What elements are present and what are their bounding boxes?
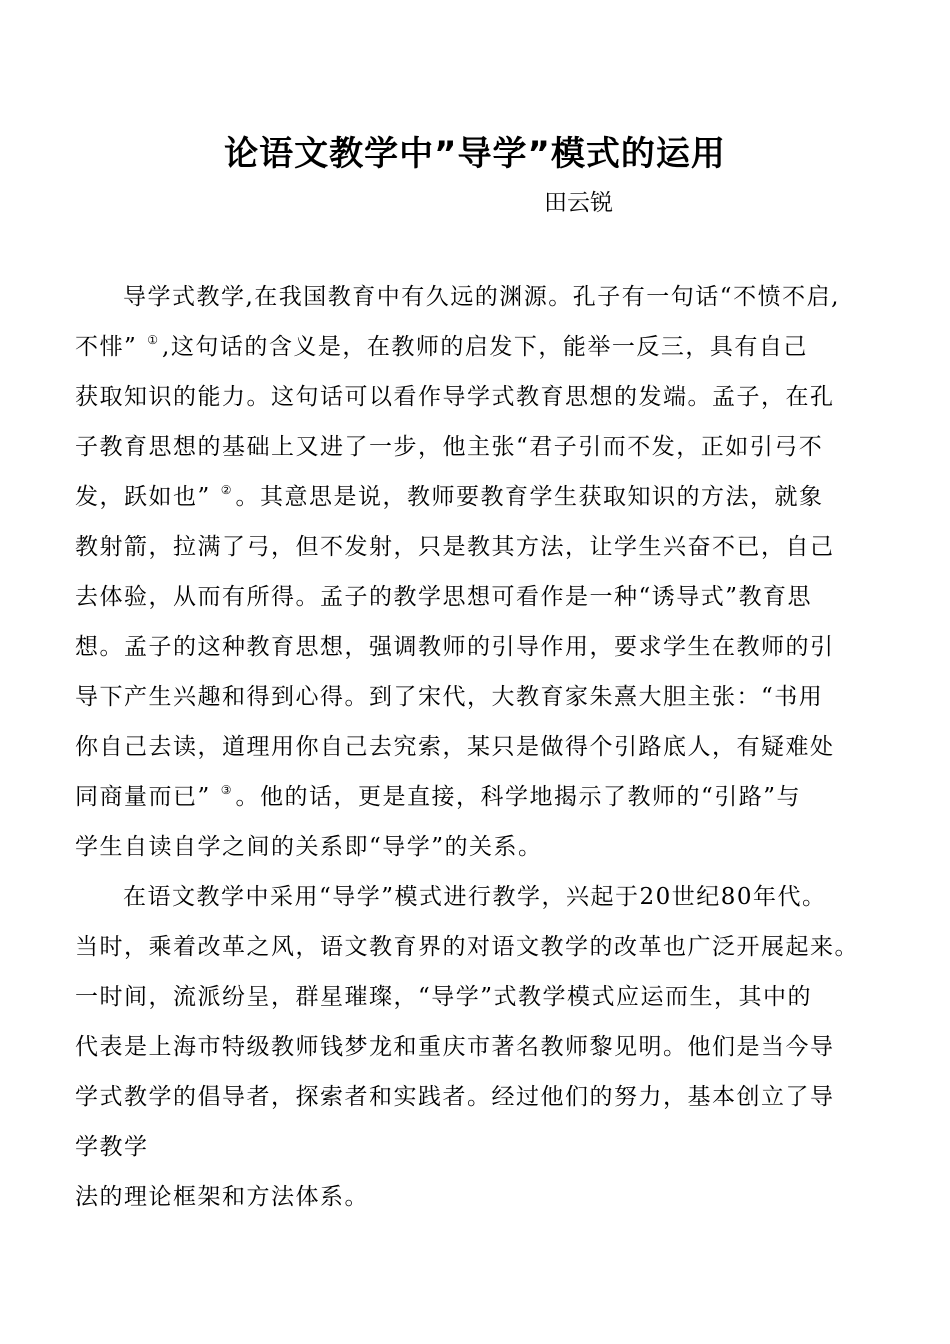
text-line: 教射箭，拉满了弓，但不发射，只是教其方法，让学生兴奋不已，自己 bbox=[75, 534, 835, 560]
footnote-marker-2[interactable]: ② bbox=[220, 483, 232, 497]
text-line bbox=[75, 472, 895, 522]
text-segment: ,这句话的含义是，在教师的启发下，能举一反三，具有自己 bbox=[162, 334, 808, 360]
text-segment: 不悱” bbox=[75, 334, 138, 360]
text-segment: 同商量而已” bbox=[75, 784, 211, 810]
text-line: 导学式教学,在我国教育中有久远的渊源。孔子有一句话“不愤不启, bbox=[123, 284, 840, 310]
paragraph-2 bbox=[75, 872, 895, 1222]
text-segment: 发，跃如也” bbox=[75, 484, 211, 510]
text-line: 获取知识的能力。这句话可以看作导学式教育思想的发端。孟子，在孔 bbox=[75, 384, 835, 410]
text-segment: 。他的话，更是直接，科学地揭示了教师的“引路”与 bbox=[235, 784, 802, 810]
author-name: 田云锐 bbox=[544, 190, 613, 216]
text-line: 学生自读自学之间的关系即“导学”的关系。 bbox=[75, 834, 543, 860]
text-line: 在语文教学中采用“导学”模式进行教学，兴起于20世纪80年代。 bbox=[123, 884, 827, 910]
text-line bbox=[75, 772, 895, 822]
text-line: 法的理论框架和方法体系。 bbox=[75, 1184, 369, 1210]
text-line: 代表是上海市特级教师钱梦龙和重庆市著名教师黎见明。他们是当今导 bbox=[75, 1034, 835, 1060]
text-line: 想。孟子的这种教育思想，强调教师的引导作用，要求学生在教师的引 bbox=[75, 634, 835, 660]
footnote-marker-1[interactable]: ① bbox=[147, 333, 159, 347]
paragraph-1 bbox=[75, 272, 895, 872]
text-line: 一时间，流派纷呈，群星璀璨，“导学”式教学模式应运而生，其中的 bbox=[75, 984, 813, 1010]
text-line: 你自己去读，道理用你自己去究索，某只是做得个引路底人，有疑难处 bbox=[75, 734, 835, 760]
text-segment: 。其意思是说，教师要教育学生获取知识的方法，就象 bbox=[235, 484, 824, 510]
text-line: 学教学 bbox=[75, 1134, 149, 1160]
text-line: 子教育思想的基础上又进了一步，他主张“君子引而不发，正如引弓不 bbox=[75, 434, 824, 460]
text-line: 当时，乘着改革之风，语文教育界的对语文教学的改革也广泛开展起来。 bbox=[75, 934, 859, 960]
document-body bbox=[75, 272, 895, 1222]
text-line: 导下产生兴趣和得到心得。到了宋代，大教育家朱熹大胆主张：“书用 bbox=[75, 684, 824, 710]
text-line: 去体验，从而有所得。孟子的教学思想可看作是一种“诱导式”教育思 bbox=[75, 584, 813, 610]
footnote-marker-3[interactable]: ③ bbox=[220, 783, 232, 797]
document-title: 论语文教学中”导学”模式的运用 bbox=[224, 134, 726, 174]
text-line bbox=[75, 322, 895, 372]
text-line: 学式教学的倡导者，探索者和实践者。经过他们的努力，基本创立了导 bbox=[75, 1084, 835, 1110]
